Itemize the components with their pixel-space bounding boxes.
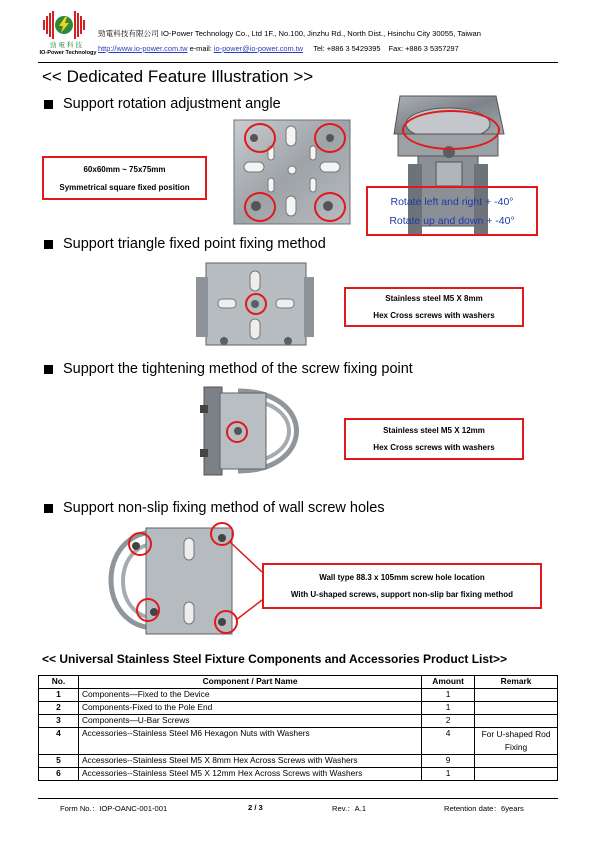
callout-wall-screw-holes: [262, 563, 542, 609]
highlight-ring: [245, 293, 267, 315]
callout-line: Stainless steel M5 X 8mm: [385, 294, 483, 303]
highlight-ring: [402, 110, 500, 150]
product-list-table: [38, 675, 558, 781]
row-number: 3: [39, 715, 79, 728]
fax-number: Fax: +886 3 5357297: [388, 44, 459, 53]
callout-square-position: [42, 156, 207, 200]
header-divider: [38, 62, 558, 63]
highlight-ring: [226, 421, 248, 443]
column-header: Remark: [475, 676, 558, 689]
part-amount: 2: [422, 715, 475, 728]
callout-line: Rotate left and right + -40°: [390, 195, 514, 208]
logo-chinese-name: 勁電科技: [50, 42, 84, 49]
contact-line: [98, 44, 459, 53]
retention-date: Retention date：6years: [444, 804, 524, 813]
table-header-row: [39, 676, 558, 689]
website-link[interactable]: http://www.io-power.com.tw: [98, 44, 188, 53]
callout-line: 60x60mm ~ 75x75mm: [83, 164, 166, 174]
part-amount: 1: [422, 689, 475, 702]
feature-title: Support the tightening method of the screw fixing point: [63, 361, 413, 377]
callout-line: Hex Cross screws with washers: [373, 443, 495, 452]
row-number: 6: [39, 768, 79, 781]
highlight-ring: [314, 123, 346, 153]
phone-number: Tel: +886 3 5429395: [313, 44, 381, 53]
bullet-square-icon: [44, 240, 53, 249]
feature-title: Support rotation adjustment angle: [63, 96, 281, 112]
bullet-square-icon: [44, 365, 53, 374]
table-row: [39, 715, 558, 728]
company-logo: [38, 10, 96, 60]
part-remark: [475, 715, 558, 728]
callout-m5x12-screw: [344, 418, 524, 460]
part-name: Components—U-Bar Screws: [78, 715, 421, 728]
table-row: [39, 755, 558, 768]
part-amount: 4: [422, 728, 475, 755]
company-address: 勁電科技有限公司 IO-Power Technology Co., Ltd 1F., No.100, Jinzhu Rd., North Dist., Hsinchu City 30055, Taiwan: [98, 29, 481, 38]
table-row: [39, 689, 558, 702]
part-remark: [475, 689, 558, 702]
part-name: Components—Fixed to the Device: [78, 689, 421, 702]
row-number: 2: [39, 702, 79, 715]
callout-line: Rotate up and down + -40°: [389, 214, 515, 227]
part-remark: [475, 702, 558, 715]
callout-m5x8-screw: [344, 287, 524, 327]
section-title: << Dedicated Feature Illustration >>: [42, 67, 314, 86]
part-name: Accessories--Stainless Steel M6 Hexagon Nuts with Washers: [78, 728, 421, 755]
page-number: 2 / 3: [248, 803, 263, 812]
callout-line: Wall type 88.3 x 105mm screw hole location: [319, 573, 485, 582]
feature-heading-tightening: [44, 361, 413, 377]
table-row: [39, 702, 558, 715]
footer-divider: [38, 798, 558, 799]
table-row: [39, 768, 558, 781]
column-header: Amount: [422, 676, 475, 689]
form-number: Form No.：IOP-OANC-001-001: [60, 804, 168, 813]
highlight-ring: [210, 522, 234, 546]
highlight-ring: [214, 610, 238, 634]
row-number: 5: [39, 755, 79, 768]
highlight-ring: [244, 123, 276, 153]
part-name: Accessories--Stainless Steel M5 X 12mm Hex Across Screws with Washers: [78, 768, 421, 781]
revision: Rev.：A.1: [332, 804, 367, 813]
highlight-ring: [244, 192, 276, 222]
part-remark: [475, 755, 558, 768]
highlight-ring: [314, 192, 346, 222]
u-bolt-clamp-photo: [198, 383, 322, 479]
part-remark: [475, 768, 558, 781]
callout-line: Stainless steel M5 X 12mm: [383, 426, 485, 435]
part-remark: For U-shaped Rod Fixing: [475, 728, 558, 755]
part-name: Accessories--Stainless Steel M5 X 8mm Hex Across Screws with Washers: [78, 755, 421, 768]
feature-heading-triangle: [44, 236, 326, 252]
email-link[interactable]: io-power@io-power.com.tw: [213, 44, 304, 53]
product-list-title: << Universal Stainless Steel Fixture Components and Accessories Product List>>: [42, 652, 508, 666]
row-number: 4: [39, 728, 79, 755]
feature-title: Support non-slip fixing method of wall screw holes: [63, 500, 385, 516]
callout-rotation-range: [366, 186, 538, 236]
feature-title: Support triangle fixed point fixing method: [63, 236, 326, 252]
part-amount: 9: [422, 755, 475, 768]
logo-english-name: IO-Power Technology: [39, 50, 97, 56]
part-name: Components-Fixed to the Pole End: [78, 702, 421, 715]
table-row: [39, 728, 558, 755]
callout-line: Hex Cross screws with washers: [373, 311, 495, 320]
highlight-ring: [128, 532, 152, 556]
feature-heading-nonslip: [44, 500, 385, 516]
io-power-logo-icon: [42, 10, 86, 40]
bullet-square-icon: [44, 504, 53, 513]
highlight-ring: [136, 598, 160, 622]
row-number: 1: [39, 689, 79, 702]
callout-line: With U-shaped screws, support non-slip bar fixing method: [290, 590, 514, 599]
column-header: No.: [39, 676, 79, 689]
bullet-square-icon: [44, 100, 53, 109]
part-amount: 1: [422, 768, 475, 781]
feature-heading-rotation: [44, 96, 281, 112]
email-label: e-mail:: [189, 44, 212, 53]
letterhead: [38, 10, 558, 62]
column-header: Component / Part Name: [78, 676, 421, 689]
part-amount: 1: [422, 702, 475, 715]
callout-line: Symmetrical square fixed position: [59, 182, 190, 192]
